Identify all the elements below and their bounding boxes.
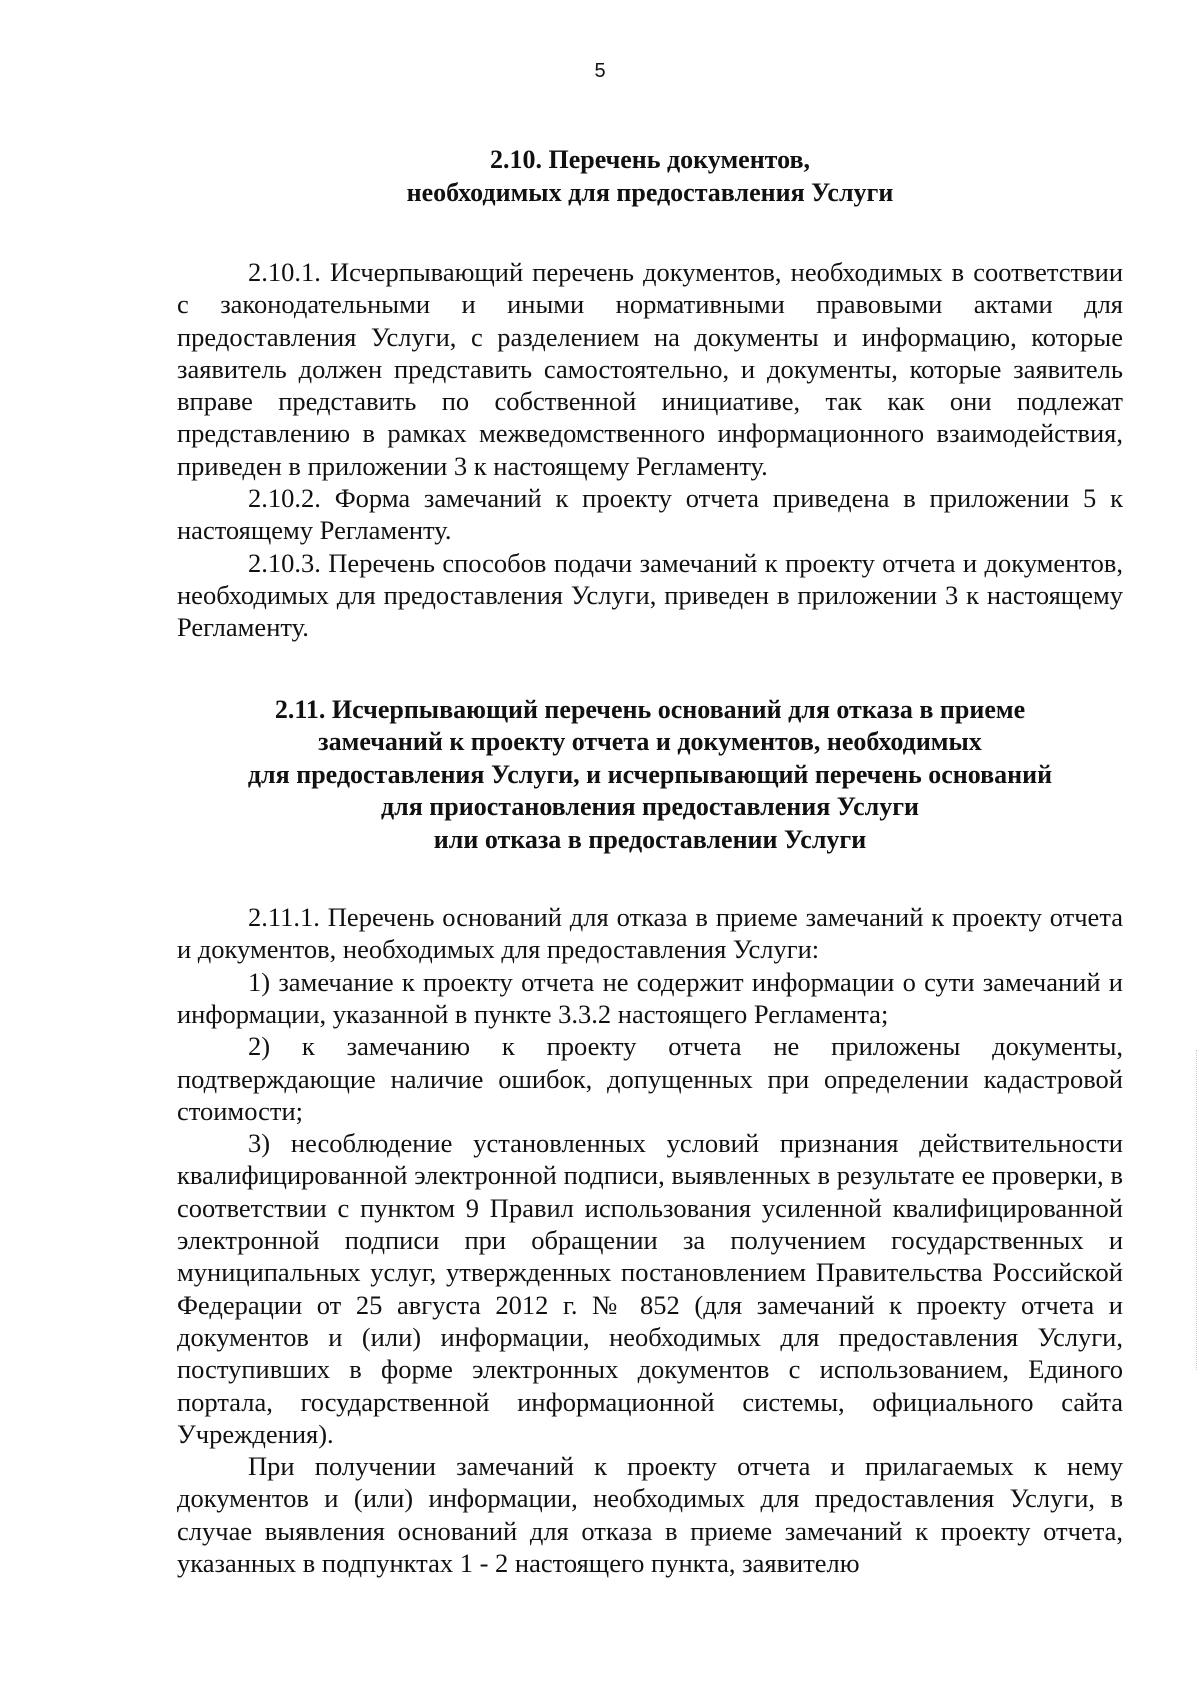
heading-line: необходимых для предоставления Услуги bbox=[406, 177, 894, 207]
paragraph-receipt-procedure: При получении замечаний к проекту отчета и прилагаемых к нему документов и (или) информации, необходимых для предоставления Услуги, в случае выявления оснований для отказа в приеме замечаний к проекту отчета, указанных в подпунктах 1 - 2 настоящего пункта, заявителю bbox=[177, 1451, 1123, 1578]
heading-line: для предоставления Услуги, и исчерпывающий перечень оснований bbox=[247, 759, 1053, 789]
section-2-11-heading bbox=[177, 694, 1123, 857]
paragraph-2-11-1: 2.11.1. Перечень оснований для отказа в приеме замечаний к проекту отчета и документов, необходимых для предоставления Услуги: bbox=[177, 902, 1123, 965]
list-item-3: 3) несоблюдение установленных условий признания действительности квалифицированной электронной подписи, выявленных в результате ее проверки, в соответствии с пунктом 9 Правил использования усиленной квалифицированной электронной подписи при обращении за получением государственных и муниципальных услуг, утвержденных постановлением Правительства Российской Федерации от 25 августа 2012 г. № 852 (для замечаний к проекту отчета и документов и (или) информации, необходимых для предоставления Услуги, поступивших в форме электронных документов с использованием, Единого портала, государственной информационной системы, официального сайта Учреждения). bbox=[177, 1128, 1123, 1449]
heading-line: замечаний к проекту отчета и документов, необходимых bbox=[318, 727, 982, 757]
heading-line: 2.10. Перечень документов, bbox=[489, 145, 811, 174]
paragraph-2-10-1: 2.10.1. Исчерпывающий перечень документов, необходимых в соответствии с законодательными и иными нормативными правовыми актами для предоставления Услуги, с разделением на документы и информацию, которые заявитель должен представить самостоятельно, и документы, которые заявитель вправе представить по собственной инициативе, так как они подлежат представлению в рамках межведомственного информационного взаимодействия, приведен в приложении 3 к настоящему Регламенту. bbox=[177, 257, 1123, 481]
heading-line: для приостановления предоставления Услуги bbox=[380, 792, 919, 822]
scan-edge-marks bbox=[1196, 1050, 1199, 1370]
paragraph-2-10-3: 2.10.3. Перечень способов подачи замечаний к проекту отчета и документов, необходимых для предоставления Услуги, приведен в приложении 3 к настоящему Регламенту. bbox=[177, 547, 1123, 643]
paragraph-2-10-2: 2.10.2. Форма замечаний к проекту отчета приведена в приложении 5 к настоящему Регламенту. bbox=[177, 483, 1123, 546]
list-item-1: 1) замечание к проекту отчета не содержит информации о сути замечаний и информации, указанной в пункте 3.3.2 настоящего Регламента; bbox=[177, 966, 1123, 1029]
page-number: 5 bbox=[594, 60, 606, 82]
heading-line: или отказа в предоставлении Услуги bbox=[433, 824, 867, 854]
heading-line: 2.11. Исчерпывающий перечень оснований для отказа в приеме bbox=[274, 694, 1026, 724]
list-item-2: 2) к замечанию к проекту отчета не приложены документы, подтверждающие наличие ошибок, допущенных при определении кадастровой стоимости; bbox=[177, 1031, 1123, 1126]
document-body bbox=[177, 144, 1123, 1579]
section-2-10-heading bbox=[177, 144, 1123, 209]
